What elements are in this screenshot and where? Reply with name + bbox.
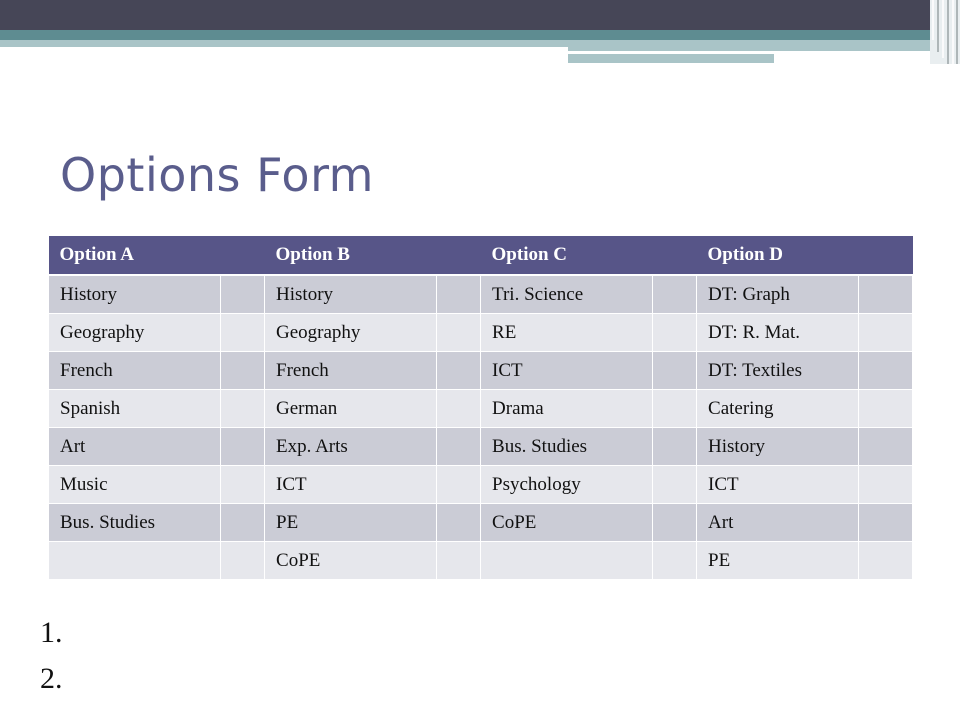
cell-option-c: RE [481,314,653,352]
header-option-c: Option C [481,236,697,275]
cell-option-a: Music [49,466,221,504]
choice-box[interactable] [437,390,481,428]
choice-box[interactable] [221,352,265,390]
choice-box[interactable] [859,466,913,504]
answer-item-2[interactable] [70,656,74,702]
top-accent-stripe [568,40,930,51]
answer-list [40,610,74,702]
choice-box[interactable] [859,275,913,314]
choice-box[interactable] [859,428,913,466]
table-row [49,352,913,390]
page-title: Options Form [60,148,374,202]
cell-option-d: History [697,428,859,466]
choice-box[interactable] [653,466,697,504]
table-row [49,428,913,466]
cell-option-b: CoPE [265,542,437,580]
choice-box[interactable] [859,542,913,580]
choice-box[interactable] [221,542,265,580]
choice-box[interactable] [859,390,913,428]
cell-option-b: ICT [265,466,437,504]
header-option-d: Option D [697,236,913,275]
table-header-row [49,236,913,275]
header-option-b: Option B [265,236,481,275]
cell-option-d: PE [697,542,859,580]
cell-option-b: Geography [265,314,437,352]
choice-box[interactable] [653,542,697,580]
cell-option-b: History [265,275,437,314]
cell-option-a [49,542,221,580]
cell-option-a: French [49,352,221,390]
choice-box[interactable] [221,466,265,504]
cell-option-a: Spanish [49,390,221,428]
cell-option-c: ICT [481,352,653,390]
cell-option-c: CoPE [481,504,653,542]
choice-box[interactable] [653,352,697,390]
cell-option-d: DT: Graph [697,275,859,314]
table-row [49,504,913,542]
cell-option-d: ICT [697,466,859,504]
cell-option-c [481,542,653,580]
choice-box[interactable] [653,428,697,466]
choice-box[interactable] [437,504,481,542]
choice-box[interactable] [653,275,697,314]
options-table [48,236,913,580]
cell-option-a: Art [49,428,221,466]
choice-box[interactable] [437,542,481,580]
top-accent-bar [0,30,930,40]
choice-box[interactable] [653,314,697,352]
cell-option-b: PE [265,504,437,542]
cell-option-d: Catering [697,390,859,428]
corner-lines-decoration [930,0,960,64]
choice-box[interactable] [221,504,265,542]
answer-item-1[interactable] [70,610,74,656]
cell-option-c: Drama [481,390,653,428]
cell-option-c: Tri. Science [481,275,653,314]
table-row [49,466,913,504]
top-accent-stripe [568,54,774,63]
cell-option-d: DT: R. Mat. [697,314,859,352]
choice-box[interactable] [221,275,265,314]
choice-box[interactable] [437,314,481,352]
table-row [49,314,913,352]
cell-option-b: Exp. Arts [265,428,437,466]
cell-option-c: Bus. Studies [481,428,653,466]
choice-box[interactable] [437,352,481,390]
cell-option-b: French [265,352,437,390]
cell-option-a: History [49,275,221,314]
cell-option-a: Bus. Studies [49,504,221,542]
choice-box[interactable] [437,428,481,466]
choice-box[interactable] [653,504,697,542]
table-row [49,275,913,314]
choice-box[interactable] [859,352,913,390]
cell-option-c: Psychology [481,466,653,504]
cell-option-d: DT: Textiles [697,352,859,390]
cell-option-d: Art [697,504,859,542]
choice-box[interactable] [859,504,913,542]
choice-box[interactable] [221,314,265,352]
choice-box[interactable] [859,314,913,352]
cell-option-b: German [265,390,437,428]
choice-box[interactable] [221,428,265,466]
top-accent-stripe [0,40,568,47]
table-row [49,542,913,580]
choice-box[interactable] [437,466,481,504]
choice-box[interactable] [437,275,481,314]
header-option-a: Option A [49,236,265,275]
top-banner-bar [0,0,960,30]
choice-box[interactable] [221,390,265,428]
cell-option-a: Geography [49,314,221,352]
choice-box[interactable] [653,390,697,428]
table-row [49,390,913,428]
